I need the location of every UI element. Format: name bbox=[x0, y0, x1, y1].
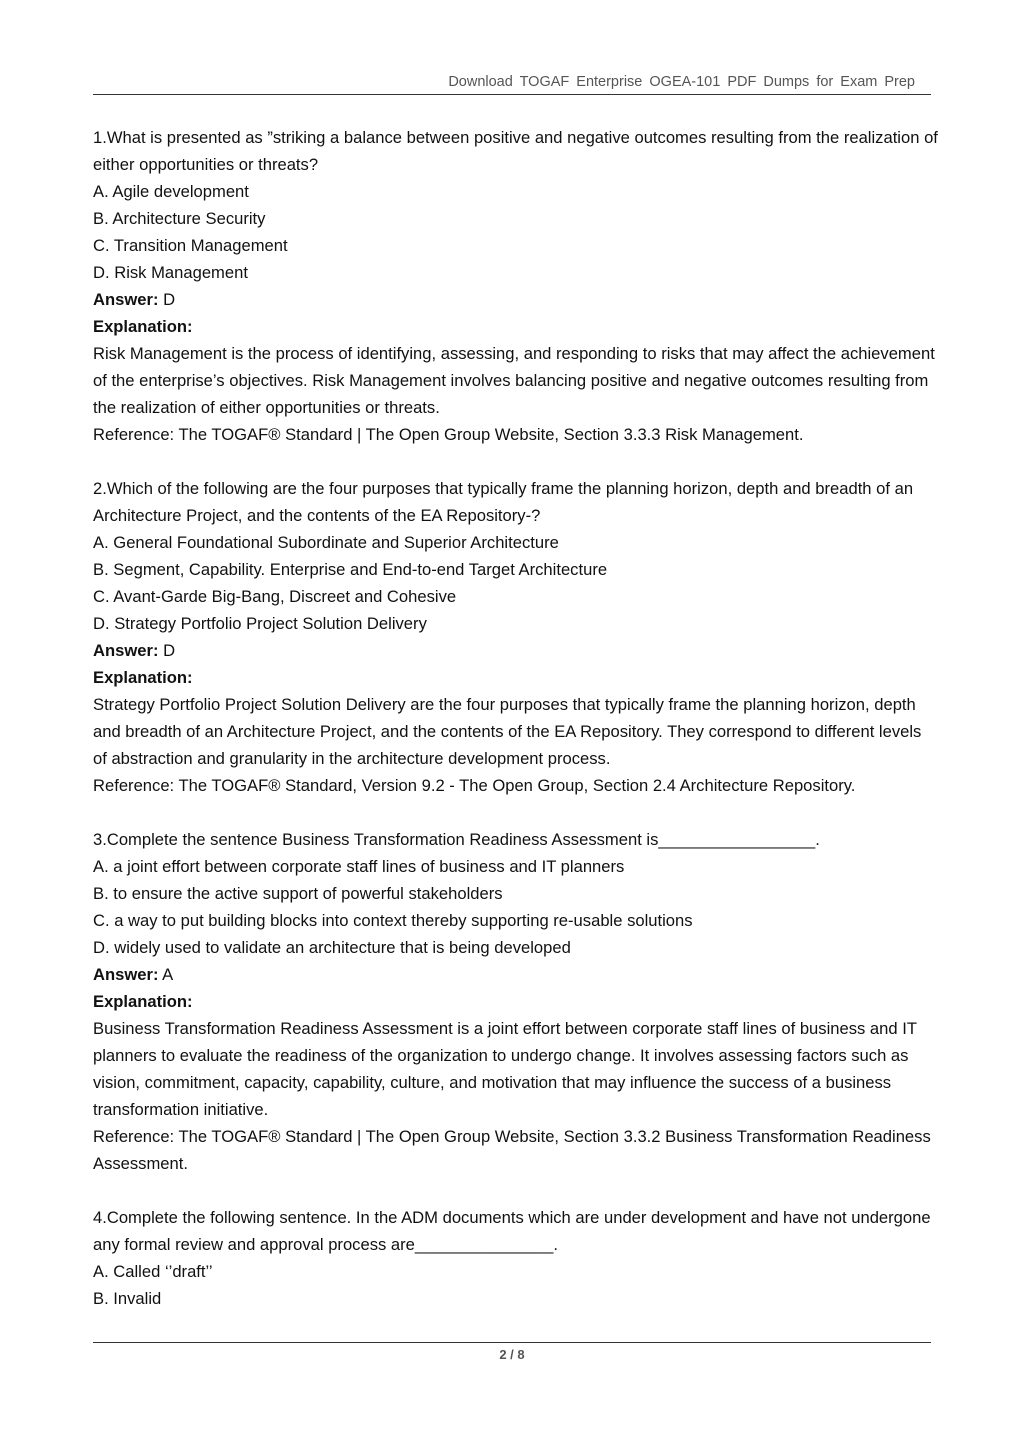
option-d: D. Risk Management bbox=[93, 263, 248, 282]
explanation-label: Explanation: bbox=[93, 317, 193, 336]
answer-line bbox=[93, 286, 938, 313]
answer-value: D bbox=[163, 290, 176, 309]
spacer bbox=[93, 1177, 938, 1204]
answer-label: Answer: bbox=[93, 641, 159, 660]
option-d: D. Strategy Portfolio Project Solution Delivery bbox=[93, 614, 427, 633]
spacer bbox=[93, 799, 938, 826]
answer-value: A bbox=[162, 965, 174, 984]
question-block-1 bbox=[93, 124, 938, 448]
option-b: B. Architecture Security bbox=[93, 209, 266, 228]
header-title: Download TOGAF Enterprise OGEA-101 PDF Dumps for Exam Prep bbox=[448, 74, 915, 90]
option-a: A. General Foundational Subordinate and Superior Architecture bbox=[93, 533, 559, 552]
option-b: B. to ensure the active support of powerful stakeholders bbox=[93, 884, 503, 903]
explanation-label: Explanation: bbox=[93, 992, 193, 1011]
explanation-text: Business Transformation Readiness Assessment is a joint effort between corporate staff lines of business and IT planners to evaluate the readiness of the organization to undergo change. It involves assessing factors such as vision, commitment, capacity, capability, culture, and motivation that may influence the success of a business transformation initiative. bbox=[93, 1019, 917, 1119]
footer-divider bbox=[93, 1342, 931, 1343]
document-body bbox=[93, 124, 938, 1312]
answer-value: D bbox=[163, 641, 176, 660]
question-block-4 bbox=[93, 1204, 938, 1312]
question-text: 1.What is presented as ”striking a balance between positive and negative outcomes resulting from the realization of either opportunities or threats? bbox=[93, 128, 938, 174]
option-a: A. Agile development bbox=[93, 182, 249, 201]
option-c: C. a way to put building blocks into context thereby supporting re-usable solutions bbox=[93, 911, 693, 930]
explanation-text: Risk Management is the process of identifying, assessing, and responding to risks that may affect the achievement of the enterprise’s objectives. Risk Management involves balancing positive and negative outcomes resulting from the realization of either opportunities or threats. bbox=[93, 344, 935, 417]
explanation-label: Explanation: bbox=[93, 668, 193, 687]
reference-text: Reference: The TOGAF® Standard, Version 9.2 - The Open Group, Section 2.4 Architecture Repository. bbox=[93, 776, 856, 795]
option-c: C. Transition Management bbox=[93, 236, 288, 255]
reference-text: Reference: The TOGAF® Standard | The Open Group Website, Section 3.3.3 Risk Management. bbox=[93, 425, 804, 444]
question-text: 3.Complete the sentence Business Transformation Readiness Assessment is_________________. bbox=[93, 830, 820, 849]
answer-line bbox=[93, 637, 938, 664]
answer-label: Answer: bbox=[93, 290, 159, 309]
answer-line bbox=[93, 961, 938, 988]
question-text: 4.Complete the following sentence. In the ADM documents which are under development and have not undergone any formal review and approval process are_______________. bbox=[93, 1208, 931, 1254]
answer-label: Answer: bbox=[93, 965, 159, 984]
option-d: D. widely used to validate an architecture that is being developed bbox=[93, 938, 571, 957]
option-c: C. Avant-Garde Big-Bang, Discreet and Cohesive bbox=[93, 587, 457, 606]
question-block-2 bbox=[93, 475, 938, 799]
explanation-text: Strategy Portfolio Project Solution Delivery are the four purposes that typically frame the planning horizon, depth and breadth of an Architecture Project, and the contents of the EA Repository. They correspond to different levels of abstraction and granularity in the architecture development process. bbox=[93, 695, 922, 768]
page-number: 2 / 8 bbox=[499, 1347, 525, 1362]
spacer bbox=[93, 448, 938, 475]
reference-text: Reference: The TOGAF® Standard | The Open Group Website, Section 3.3.2 Business Transformation Readiness Assessment. bbox=[93, 1127, 931, 1173]
question-block-3 bbox=[93, 826, 938, 1177]
option-b: B. Segment, Capability. Enterprise and End-to-end Target Architecture bbox=[93, 560, 608, 579]
page-header bbox=[93, 72, 931, 95]
question-text: 2.Which of the following are the four purposes that typically frame the planning horizon, depth and breadth of an Architecture Project, and the contents of the EA Repository-? bbox=[93, 479, 914, 525]
option-a: A. a joint effort between corporate staff lines of business and IT planners bbox=[93, 857, 625, 876]
option-b: B. Invalid bbox=[93, 1289, 162, 1308]
option-a: A. Called ‘’draft’’ bbox=[93, 1262, 213, 1281]
